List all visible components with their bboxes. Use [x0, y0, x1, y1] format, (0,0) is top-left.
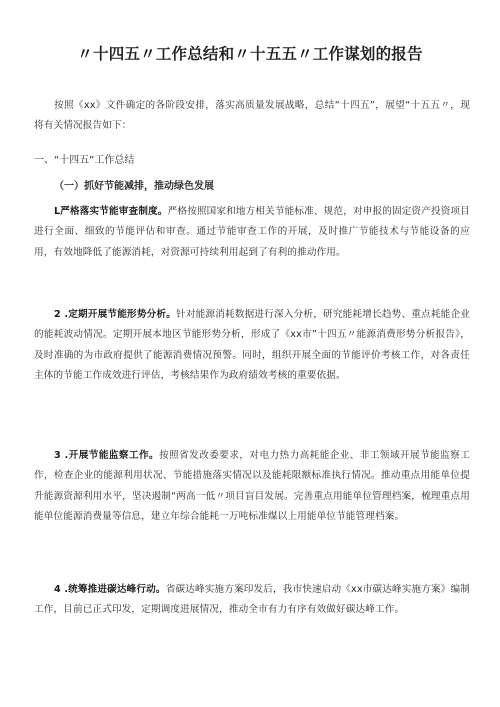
item-4-lead: 4 .统筹推进碳达峰行动。	[54, 584, 166, 595]
subsection-heading-1: （一）抓好节能减排，推动绿色发展	[54, 181, 214, 192]
paragraph-item-4	[34, 580, 470, 621]
item-2-lead: 2 .定期开展节能形势分析。	[54, 309, 177, 320]
item-3-text: 按照省发改委要求，对电力热力高耗能企业、非工领域开展节能监察工作，检查企业的能源利用状况、节能措施落实情况以及能耗限额标准执行情况。推动重点用能单位提升能源资源利用水平，坚决遏制“两高一低〃项目盲目发展。完善重点用能单位管理档案，梳理重点用能单位能源消费量等信息，建立年综合能耗一万吨标准煤以上用能单位节能管理档案。	[34, 450, 470, 522]
paragraph-item-3	[34, 446, 470, 527]
item-2-text: 针对能源消耗数据进行深入分析，研究能耗增长趋势、重点耗能企业的能耗波动情况。定期开展本地区节能形势分析，形成了《xx市”十四五〃能源消费形势分析报告》，及时准确的为市政府提供了能源消费情况预警。同时，组织开展全面的节能评价考核工作，对各责任主体的节能工作成效进行评估，考核结果作为政府绩效考核的重要依据。	[34, 309, 470, 381]
paragraph-item-1	[34, 202, 470, 263]
item-1-text: 严格按照国家和地方相关节能标准、规范，对申报的固定资产投资项目进行全面、细致的节能评估和审查。通过节能审查工作的开展，及时推广节能技术与节能设备的应用，有效地降低了能源消耗，对资源可持续利用起到了有利的推动作用。	[34, 206, 470, 258]
item-4-text: 省碳达峰实施方案印发后，我市快速启动《xx市碳达峰实施方案》编制工作，目前已正式印发，定期调度进展情况，推动全市有力有序有效做好碳达峰工作。	[34, 584, 470, 616]
paragraph-item-2	[34, 305, 470, 386]
item-3-lead: 3 .开展节能监察工作。	[54, 450, 160, 461]
intro-paragraph: 按照《xx》文件确定的各阶段安排，落实高质量发展战略，总结“十四五”，展望“十五五〃，现将有关情况报告如下：	[34, 100, 470, 132]
section-heading-1: 一、“十四五”工作总结	[34, 155, 135, 166]
item-1-lead: L严格落实节能审查制度。	[54, 206, 168, 217]
document-title: 〃十四五〃工作总结和〃十五五〃工作谋划的报告	[77, 45, 423, 63]
